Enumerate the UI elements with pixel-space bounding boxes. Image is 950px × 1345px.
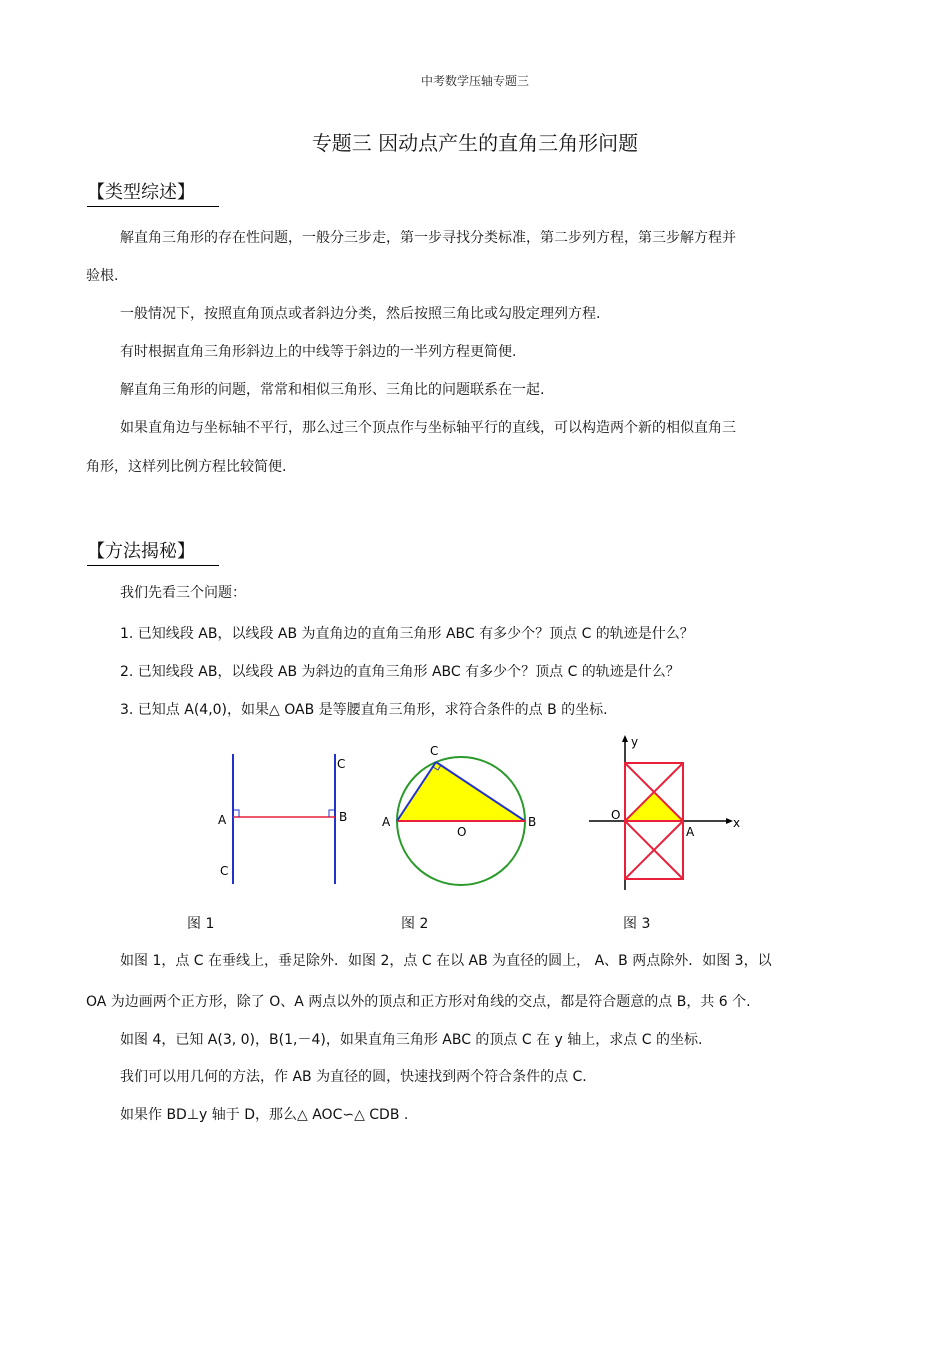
label-c: C — [430, 744, 439, 758]
paragraph: 如果直角边与坐标轴不平行，那么过三个顶点作与坐标轴平行的直线，可以构造两个新的相似直角三 — [120, 420, 736, 436]
question-1: 1. 已知线段 AB，以线段 AB 为直角边的直角三角形 ABC 有多少个？顶点 C 的轨迹是什么？ — [120, 626, 694, 642]
paragraph: 我们可以用几何的方法，作 AB 为直径的圆，快速找到两个符合条件的点 C. — [120, 1069, 587, 1085]
label-x: x — [733, 816, 741, 830]
label-o: O — [611, 808, 621, 822]
paragraph: 如果作 BD⊥y 轴于 D，那么△ AOC∽△ CDB . — [120, 1107, 409, 1123]
section-heading-overview: 【类型综述】 — [87, 178, 219, 207]
figure-2-caption: 图 2 — [401, 916, 429, 932]
label-c: C — [220, 864, 229, 878]
paragraph: 我们先看三个问题： — [120, 585, 246, 601]
label-b: B — [339, 810, 348, 824]
label-b: B — [528, 815, 537, 829]
figure-3 — [585, 732, 750, 897]
paragraph: 有时根据直角三角形斜边上的中线等于斜边的一半列方程更简便. — [120, 344, 517, 360]
question-3: 3. 已知点 A(4,0)，如果△ OAB 是等腰直角三角形，求符合条件的点 B 的坐标. — [120, 702, 608, 718]
label-o: O — [457, 825, 467, 839]
figure-2 — [378, 742, 548, 892]
label-y: y — [631, 735, 639, 749]
paragraph: 如图 4，已知 A(3, 0)，B(1,－4)，如果直角三角形 ABC 的顶点 C 在 y 轴上，求点 C 的坐标. — [120, 1032, 703, 1048]
paragraph: 一般情况下，按照直角顶点或者斜边分类，然后按照三角比或勾股定理列方程. — [120, 306, 601, 322]
figure-1 — [210, 748, 360, 888]
question-2: 2. 已知线段 AB，以线段 AB 为斜边的直角三角形 ABC 有多少个？顶点 C 的轨迹是什么？ — [120, 664, 680, 680]
section-heading-methods: 【方法揭秘】 — [87, 537, 219, 566]
page-header: 中考数学压轴专题三 — [420, 74, 529, 88]
label-a: A — [382, 815, 391, 829]
paragraph-continuation: OA 为边画两个正方形，除了 O、A 两点以外的顶点和正方形对角线的交点，都是符合题意的点 B，共 6 个. — [86, 994, 751, 1010]
label-a: A — [686, 825, 695, 839]
page-title: 专题三 因动点产生的直角三角形问题 — [311, 131, 639, 155]
paragraph: 解直角三角形的问题，常常和相似三角形、三角比的问题联系在一起. — [120, 382, 545, 398]
paragraph: 解直角三角形的存在性问题，一般分三步走，第一步寻找分类标准，第二步列方程，第三步解方程并 — [120, 230, 736, 246]
label-c: C — [337, 757, 346, 771]
paragraph: 如图 1，点 C 在垂线上，垂足除外．如图 2，点 C 在以 AB 为直径的圆上， A、B 两点除外．如图 3，以 — [120, 953, 772, 969]
figure-1-caption: 图 1 — [187, 916, 215, 932]
paragraph-continuation: 角形，这样列比例方程比较简便. — [86, 459, 287, 475]
paragraph-continuation: 验根. — [86, 268, 119, 284]
label-a: A — [218, 813, 227, 827]
figure-3-caption: 图 3 — [623, 916, 651, 932]
